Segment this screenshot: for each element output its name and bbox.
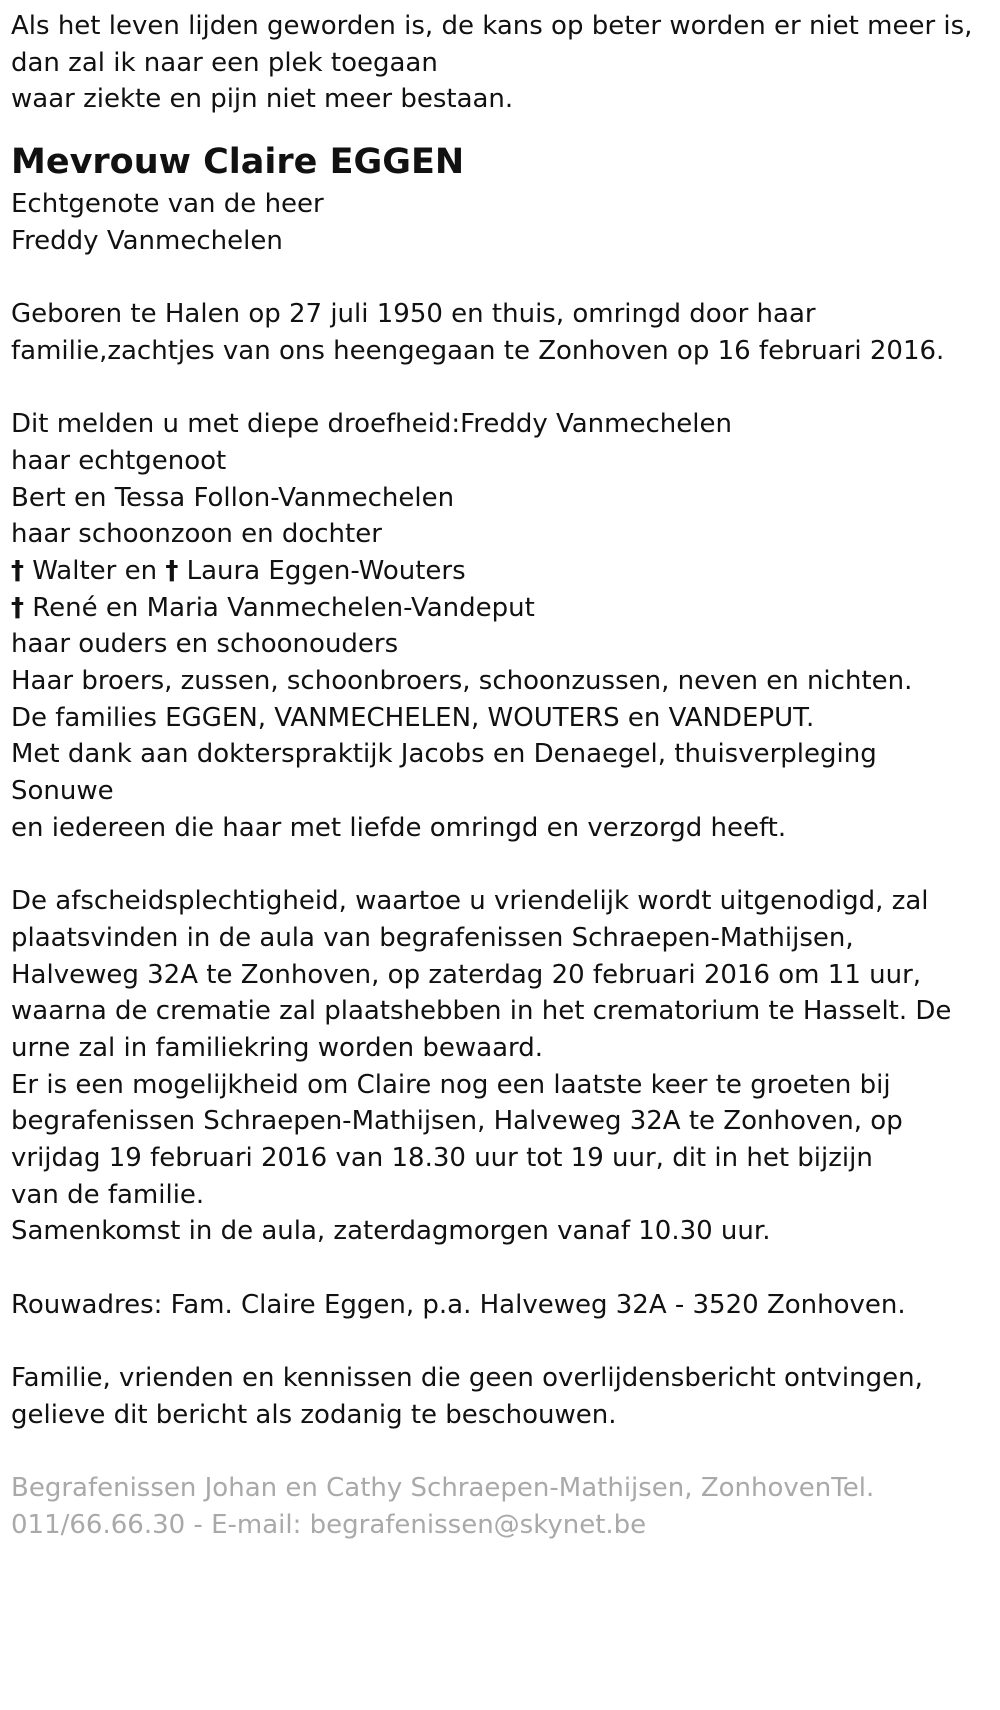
footer-line — [11, 1507, 1000, 1544]
ceremony-line: Halveweg 32A te Zonhoven, op zaterdag 20 februari 2016 om 11 uur, — [11, 959, 922, 990]
spouse-line: Echtgenote van de heer — [11, 189, 324, 220]
family-line-parents — [11, 553, 1000, 590]
cross-icon: † — [11, 592, 24, 623]
notice-line: gelieve dit bericht als zodanig te beschouwen. — [11, 1399, 617, 1430]
funeral-home-footer — [11, 1470, 1000, 1543]
notice-line: Familie, vrienden en kennissen die geen overlijdensbericht ontvingen, — [11, 1363, 923, 1394]
ceremony-line: Er is een mogelijkheid om Claire nog een laatste keer te groeten bij — [11, 1069, 891, 1100]
ceremony-line: begrafenissen Schraepen-Mathijsen, Halveweg 32A te Zonhoven, op — [11, 1106, 903, 1137]
email-link[interactable]: begrafenissen@skynet.be — [309, 1509, 647, 1540]
family-line: De families EGGEN, VANMECHELEN, WOUTERS en VANDEPUT. — [11, 702, 815, 733]
ceremony-line: Samenkomst in de aula, zaterdagmorgen vanaf 10.30 uur. — [11, 1216, 771, 1247]
spouse-info — [11, 186, 1000, 259]
family-text: René en Maria Vanmechelen-Vandeput — [32, 592, 535, 623]
thanks-line: en iedereen die haar met liefde omringd en verzorgd heeft. — [11, 812, 787, 843]
family-line: Bert en Tessa Follon-Vanmechelen — [11, 482, 455, 513]
thanks-line: Sonuwe — [11, 776, 114, 807]
family-section — [11, 406, 1000, 846]
poem-line: dan zal ik naar een plek toegaan — [11, 47, 438, 78]
family-text: Walter en — [32, 555, 158, 586]
spouse-line: Freddy Vanmechelen — [11, 225, 283, 256]
poem-line: waar ziekte en pijn niet meer bestaan. — [11, 84, 514, 115]
birth-death-line: familie,zachtjes van ons heengegaan te Zonhoven op 16 februari 2016. — [11, 335, 945, 366]
footer-line: Begrafenissen Johan en Cathy Schraepen-Mathijsen, ZonhovenTel. — [11, 1473, 875, 1504]
poem-line: Als het leven lijden geworden is, de kans op beter worden er niet meer is, — [11, 11, 973, 41]
family-line: haar schoonzoon en dochter — [11, 519, 382, 550]
ceremony-line: urne zal in familiekring worden bewaard. — [11, 1032, 544, 1063]
ceremony-line: plaatsvinden in de aula van begrafenissen Schraepen-Mathijsen, — [11, 922, 854, 953]
family-line-parents — [11, 590, 1000, 627]
thanks-line: Met dank aan dokterspraktijk Jacobs en Denaegel, thuisverpleging — [11, 739, 877, 770]
family-line: haar ouders en schoonouders — [11, 629, 399, 660]
family-intro: Dit melden u met diepe droefheid:Freddy Vanmechelen — [11, 409, 732, 440]
ceremony-line: vrijdag 19 februari 2016 van 18.30 uur tot 19 uur, dit in het bijzijn — [11, 1142, 873, 1173]
family-line: haar echtgenoot — [11, 445, 227, 476]
family-line: Haar broers, zussen, schoonbroers, schoonzussen, neven en nichten. — [11, 666, 913, 696]
family-text: Laura Eggen-Wouters — [186, 555, 466, 586]
notice-section — [11, 1360, 1000, 1433]
cross-icon: † — [165, 555, 179, 586]
ceremony-line: van de familie. — [11, 1179, 205, 1210]
ceremony-section — [11, 883, 1000, 1250]
cross-icon: † — [11, 555, 24, 586]
ceremony-line: De afscheidsplechtigheid, waartoe u vriendelijk wordt uitgenodigd, zal — [11, 886, 929, 917]
deceased-name: Mevrouw Claire EGGEN — [11, 142, 465, 183]
poem — [11, 8, 1000, 118]
birth-death-info — [11, 296, 1000, 369]
ceremony-line: waarna de crematie zal plaatshebben in het crematorium te Hasselt. De — [11, 996, 952, 1027]
footer-phone: 011/66.66.30 - E-mail: — [11, 1509, 310, 1540]
birth-death-line: Geboren te Halen op 27 juli 1950 en thuis, omringd door haar — [11, 299, 816, 330]
mourning-address: Rouwadres: Fam. Claire Eggen, p.a. Halveweg 32A - 3520 Zonhoven. — [11, 1289, 906, 1320]
